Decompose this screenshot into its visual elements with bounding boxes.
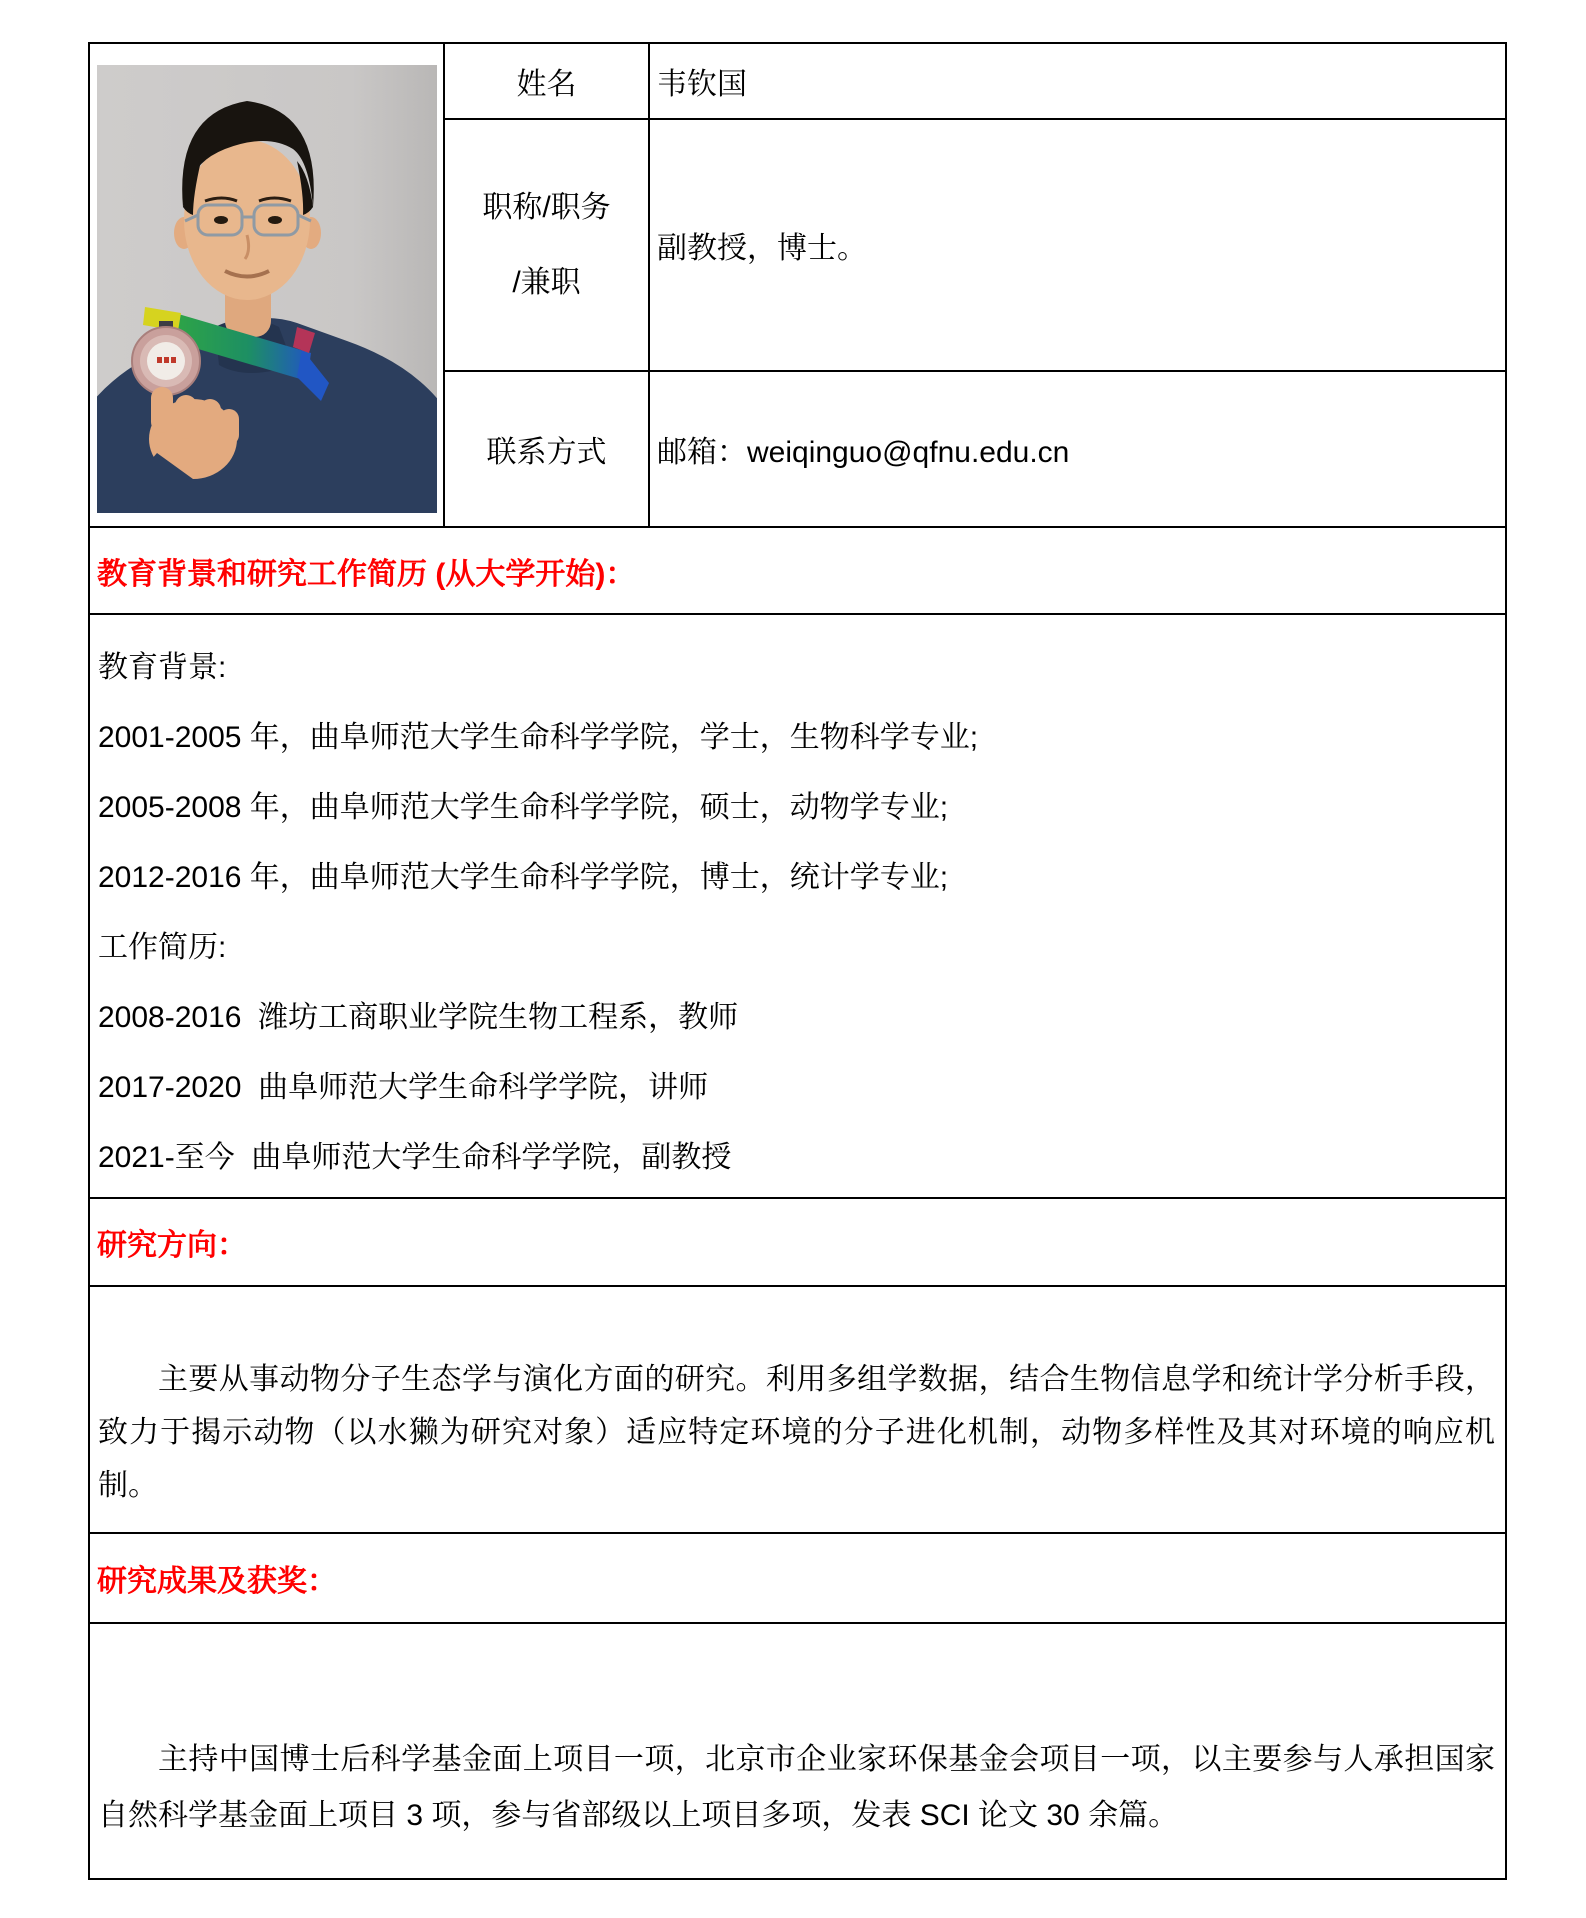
section-header-achievements: 研究成果及获奖：: [89, 1533, 1506, 1623]
section-header-education: 教育背景和研究工作简历 (从大学开始)：: [89, 527, 1506, 614]
education-line: 2012-2016 年，曲阜师范大学生命科学学院，博士，统计学专业;: [98, 861, 949, 894]
table-row-section-header: [89, 1533, 1506, 1623]
table-row-section-header: [89, 1198, 1506, 1286]
work-history-line: 2017-2020 曲阜师范大学生命科学学院，讲师: [98, 1071, 709, 1104]
title-value: 副教授，博士。: [649, 119, 1506, 371]
name-label: 姓名: [444, 43, 649, 119]
title-label: [444, 119, 649, 371]
research-direction-content: [89, 1286, 1506, 1533]
education-content: [89, 614, 1506, 1198]
work-history-line: 2008-2016 潍坊工商职业学院生物工程系，教师: [98, 1001, 739, 1034]
achievements-paragraph: 主持中国博士后科学基金面上项目一项，北京市企业家环保基金会项目一项，以主要参与人承担国家自然科学基金面上项目 3 项，参与省部级以上项目多项，发表 SCI 论文 30 余篇。: [98, 1743, 1495, 1832]
contact-label: 联系方式: [444, 371, 649, 527]
work-history-line: 工作简历:: [98, 931, 227, 964]
contact-email: 邮箱：weiqinguo@qfnu.edu.cn: [649, 371, 1506, 527]
name-value: 韦钦国: [649, 43, 1506, 119]
table-row-name: [89, 43, 1506, 119]
portrait-photo: [97, 65, 437, 513]
research-direction-paragraph: 主要从事动物分子生态学与演化方面的研究。利用多组学数据，结合生物信息学和统计学分析手段，致力于揭示动物（以水獭为研究对象）适应特定环境的分子进化机制，动物多样性及其对环境的响应机制。: [98, 1363, 1495, 1502]
photo-cell: [89, 43, 444, 527]
table-row-research-direction: [89, 1286, 1506, 1533]
profile-table: [88, 42, 1507, 1880]
section-header-research-direction: 研究方向：: [89, 1198, 1506, 1286]
achievements-content: [89, 1623, 1506, 1879]
education-line: 教育背景:: [98, 651, 227, 684]
education-line: 2005-2008 年，曲阜师范大学生命科学学院，硕士，动物学专业;: [98, 791, 949, 824]
title-label-line1: 职称/职务: [482, 191, 611, 224]
table-row-section-header: [89, 527, 1506, 614]
table-row-education-content: [89, 614, 1506, 1198]
table-row-achievements: [89, 1623, 1506, 1879]
work-history-line: 2021-至今 曲阜师范大学生命科学学院，副教授: [98, 1141, 732, 1174]
education-line: 2001-2005 年，曲阜师范大学生命科学学院，学士，生物科学专业;: [98, 721, 979, 754]
title-label-line2: /兼职: [512, 266, 581, 299]
